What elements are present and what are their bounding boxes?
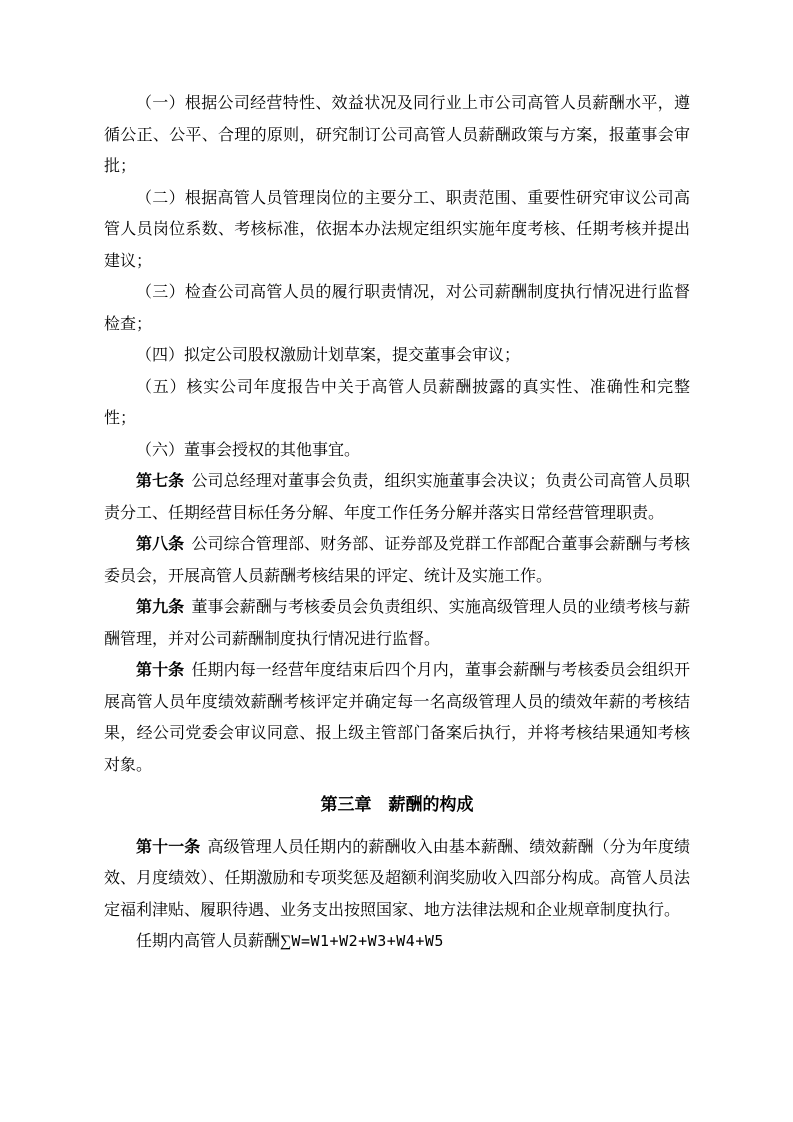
paragraph-clause: （六）董事会授权的其他事宜。 <box>136 441 361 459</box>
salary-formula <box>104 926 690 958</box>
paragraph-article <box>104 832 690 927</box>
article-number: 第七条 <box>136 473 185 490</box>
article-number: 第九条 <box>136 599 185 616</box>
paragraph-clause: （一）根据公司经营特性、效益状况及同行业上市公司高管人员薪酬水平，遵循公正、公平、合理的原则，研究制订公司高管人员薪酬政策与方案，报董事会审批； <box>104 95 690 175</box>
article-text: 高级管理人员任期内的薪酬收入由基本薪酬、绩效薪酬（分为年度绩效、月度绩效）、任期激励和专项奖惩及超额利润奖励收入四部分构成。高管人员法定福利津贴、履职待遇、业务支出按照国家、地方法律法规和企业规章制度执行。 <box>104 838 690 919</box>
paragraph-article <box>104 592 690 655</box>
chapter-heading: 第三章 薪酬的构成 <box>320 795 474 814</box>
article-text: 任期内每一经营年度结束后四个月内，董事会薪酬与考核委员会组织开展高管人员年度绩效薪酬考核评定并确定每一名高级管理人员的绩效年薪的考核结果，经公司党委会审议同意、报上级主管部门备案后执行，并将考核结果通知考核对象。 <box>104 662 690 774</box>
document-body <box>104 88 690 958</box>
paragraph-article <box>104 655 690 781</box>
article-text: 董事会薪酬与考核委员会负责组织、实施高级管理人员的业绩考核与薪酬管理，并对公司薪酬制度执行情况进行监督。 <box>104 599 690 648</box>
article-text: 公司总经理对董事会负责，组织实施董事会决议；负责公司高管人员职责分工、任期经营目标任务分解、年度工作任务分解并落实日常经营管理职责。 <box>104 473 690 522</box>
paragraph-clause: （二）根据高管人员管理岗位的主要分工、职责范围、重要性研究审议公司高管人员岗位系数、考核标准，依据本办法规定组织实施年度考核、任期考核并提出建议； <box>104 189 690 270</box>
paragraph-clause: （五）核实公司年度报告中关于高管人员薪酬披露的真实性、准确性和完整性； <box>104 378 690 427</box>
paragraph-article <box>104 466 690 529</box>
paragraph-clause: （三）检查公司高管人员的履行职责情况，对公司薪酬制度执行情况进行监督检查； <box>104 284 690 333</box>
paragraph-article <box>104 529 690 592</box>
article-number: 第十一条 <box>136 838 201 856</box>
article-number: 第十条 <box>136 662 185 679</box>
paragraph-clause: （四）拟定公司股权激励计划草案，提交董事会审议； <box>136 347 521 364</box>
article-text: 公司综合管理部、财务部、证券部及党群工作部配合董事会薪酬与考核委员会，开展高管人员薪酬考核结果的评定、统计及实施工作。 <box>104 536 690 585</box>
formula-prefix: 任期内高管人员薪酬∑ <box>136 933 292 950</box>
article-number: 第八条 <box>136 536 185 553</box>
formula-expression: W=W1+W2+W3+W4+W5 <box>291 932 444 950</box>
